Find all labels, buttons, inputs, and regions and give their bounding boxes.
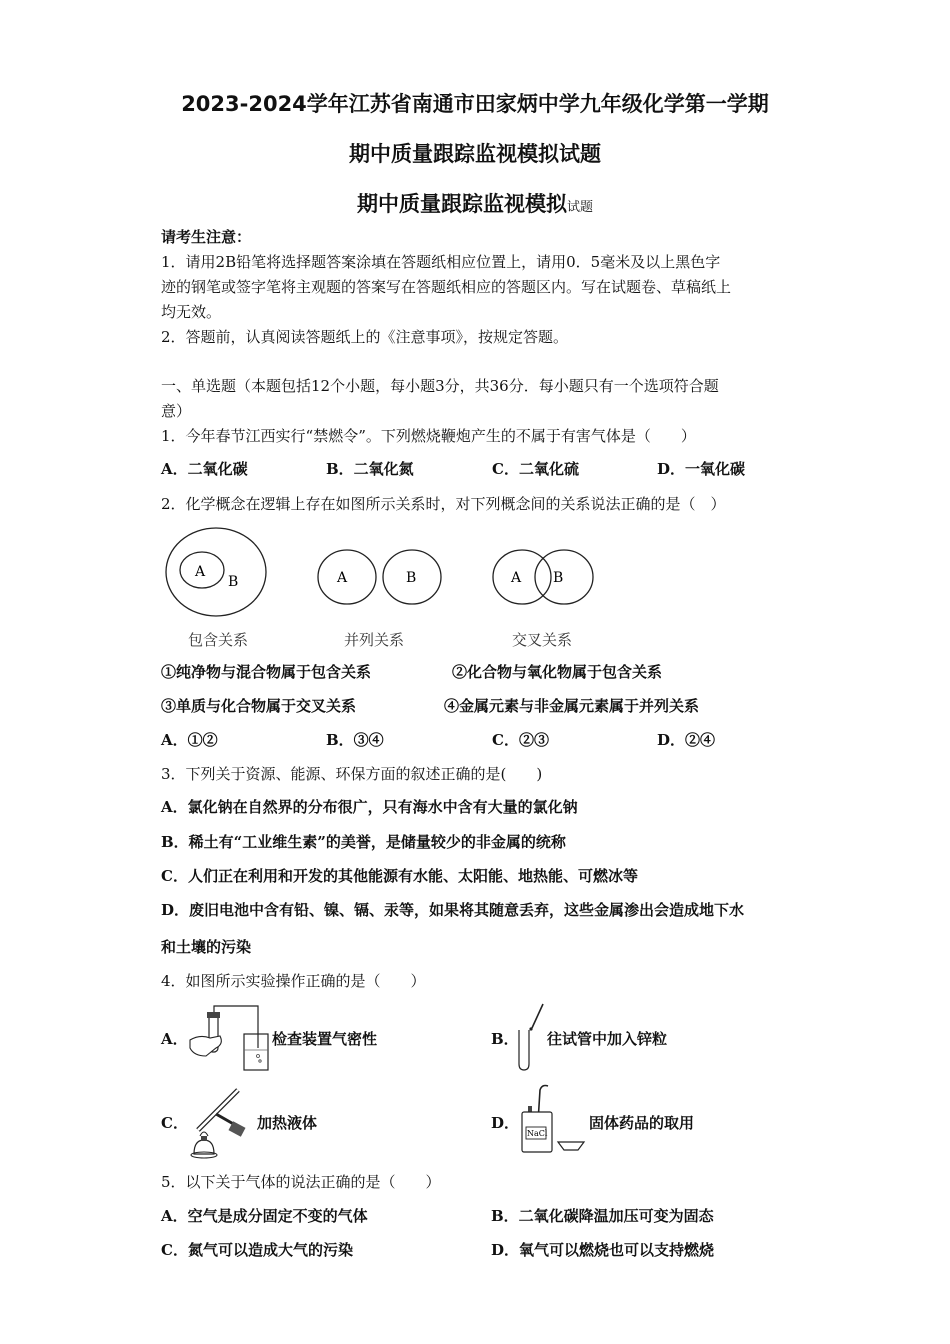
intersection-circle-a [493, 550, 551, 604]
reagent-bottle-label: NaCl [527, 1129, 548, 1138]
intersection-label-a: A [511, 570, 522, 586]
notice-line: 均无效。 [161, 303, 222, 321]
q2-statement-2: ②化合物与氧化物属于包含关系 [452, 663, 663, 681]
title-line3-main: 期中质量跟踪监视模拟 [356, 192, 567, 216]
q4-option-c-letter: C． [161, 1114, 188, 1132]
section-heading-cont: 意） [161, 402, 192, 420]
containment-outer-circle [166, 528, 266, 616]
intersection-circle-b [535, 550, 593, 604]
parallel-label-b: B [406, 570, 417, 586]
heating-liquid-illustration [186, 1084, 258, 1160]
q4-option-b-text: 往试管中加入锌粒 [547, 1030, 668, 1048]
q2-option-a: A．①② [161, 731, 218, 749]
title-line3-suffix: 试题 [566, 200, 593, 215]
q1-option-b: B．二氧化氮 [326, 460, 414, 478]
parallel-label-a: A [337, 570, 348, 586]
q3-option-d-continued: 和土壤的污染 [161, 938, 252, 956]
q5-option-b: B．二氧化碳降温加压可变为固态 [491, 1207, 714, 1225]
caption-parallel: 并列关系 [344, 631, 405, 649]
q3-stem: 3．下列关于资源、能源、环保方面的叙述正确的是( ) [161, 765, 543, 783]
q1-option-c: C．二氧化硫 [492, 460, 579, 478]
q5-stem: 5．以下关于气体的说法正确的是（ ） [161, 1173, 441, 1191]
q1-option-a: A．二氧化碳 [161, 460, 248, 478]
containment-label-a: A [195, 564, 206, 580]
q3-option-d: D．废旧电池中含有铅、镍、镉、汞等，如果将其随意丢弃，这些金属渗出会造成地下水 [161, 901, 745, 919]
add-zinc-illustration [514, 1002, 548, 1072]
section-heading: 一、单选题（本题包括12个小题，每小题3分，共36分．每小题只有一个选项符合题 [161, 377, 719, 395]
q2-option-c: C．②③ [492, 731, 549, 749]
q1-stem: 1．今年春节江西实行“禁燃令”。下列燃烧鞭炮产生的不属于有害气体是（ ） [161, 427, 696, 445]
exam-title-line3 [0, 188, 950, 218]
q4-option-c-text: 加热液体 [257, 1114, 318, 1132]
q4-option-d-text: 固体药品的取用 [589, 1114, 695, 1132]
intersection-label-b: B [553, 570, 564, 586]
exam-title-line2: 期中质量跟踪监视模拟试题 [349, 142, 601, 166]
notice-line: 迹的钢笔或签字笔将主观题的答案写在答题纸相应的答题区内。写在试题卷、草稿纸上 [161, 278, 732, 296]
q2-statement-3: ③单质与化合物属于交叉关系 [161, 697, 357, 715]
q2-statement-4: ④金属元素与非金属元素属于并列关系 [444, 697, 700, 715]
q2-option-b: B．③④ [326, 731, 384, 749]
caption-containment: 包含关系 [188, 631, 249, 649]
q1-option-d: D．一氧化碳 [657, 460, 746, 478]
q4-option-a-text: 检查装置气密性 [272, 1030, 378, 1048]
notice-heading: 请考生注意： [161, 228, 252, 246]
airtightness-check-illustration [186, 1000, 272, 1076]
notice-line: 2．答题前，认真阅读答题纸上的《注意事项》，按规定答题。 [161, 328, 569, 346]
containment-label-b: B [228, 574, 239, 590]
caption-intersection: 交叉关系 [512, 631, 573, 649]
q4-stem: 4．如图所示实验操作正确的是（ ） [161, 972, 426, 990]
q5-option-d: D．氧气可以燃烧也可以支持燃烧 [491, 1241, 715, 1259]
q5-option-a: A．空气是成分固定不变的气体 [161, 1207, 368, 1225]
q3-option-a: A．氯化钠在自然界的分布很广，只有海水中含有大量的氯化钠 [161, 798, 578, 816]
q4-option-d-letter: D． [491, 1114, 520, 1132]
q3-option-c: C．人们正在利用和开发的其他能源有水能、太阳能、地热能、可燃冰等 [161, 867, 638, 885]
exam-title-line1: 2023-2024学年江苏省南通市田家炳中学九年级化学第一学期 [181, 92, 769, 116]
solid-reagent-illustration [514, 1082, 590, 1158]
notice-line: 1．请用2B铅笔将选择题答案涂填在答题纸相应位置上，请用0．5毫米及以上黑色字 [161, 253, 721, 271]
q2-stem: 2．化学概念在逻辑上存在如图所示关系时，对下列概念间的关系说法正确的是（ ） [161, 495, 726, 513]
q2-statement-1: ①纯净物与混合物属于包含关系 [161, 663, 372, 681]
q3-option-b: B．稀土有“工业维生素”的美誉，是储量较少的非金属的统称 [161, 833, 566, 851]
q2-option-d: D．②④ [657, 731, 716, 749]
q4-option-a-letter: A． [161, 1030, 188, 1048]
q5-option-c: C．氮气可以造成大气的污染 [161, 1241, 353, 1259]
q4-option-b-letter: B． [491, 1030, 519, 1048]
